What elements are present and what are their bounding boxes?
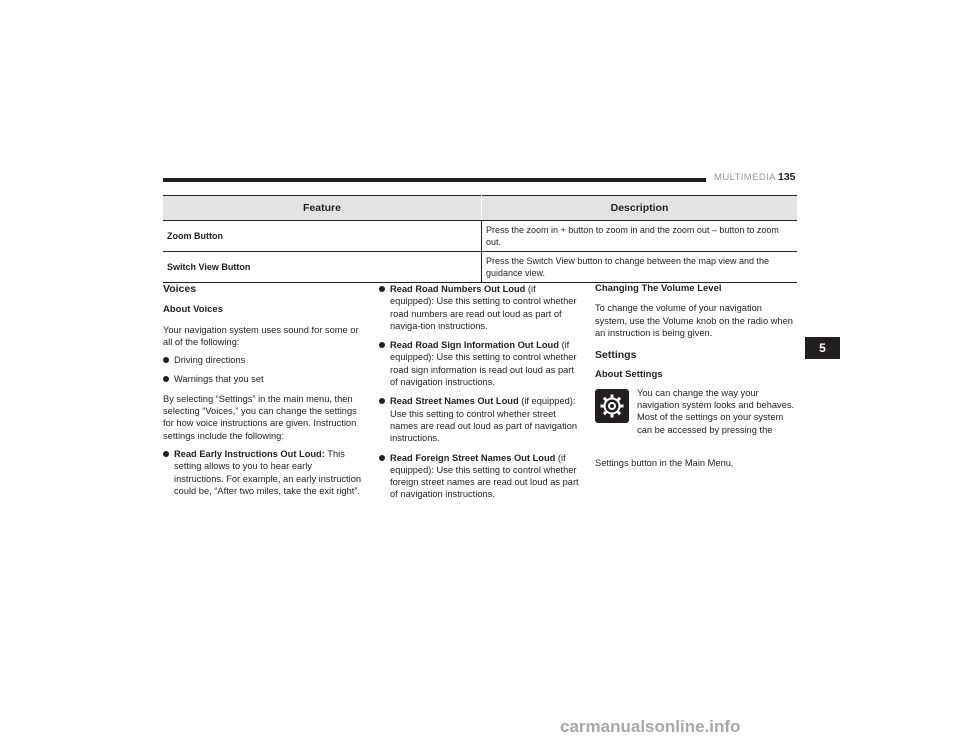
voices-bullet-list bbox=[163, 354, 363, 386]
column-left bbox=[163, 283, 363, 504]
gear-icon bbox=[599, 393, 625, 419]
table-cell-description: Press the Switch View button to change between the map view and the guidance view. bbox=[482, 252, 798, 283]
bullet-icon bbox=[163, 357, 169, 363]
about-voices-subheading: About Voices bbox=[163, 304, 223, 316]
setting-description: This setting allows to you to hear early instructions. For example, an early instruction could be, “After two miles, take the exit right”. bbox=[174, 448, 362, 496]
bullet-icon bbox=[163, 376, 169, 382]
volume-heading: Changing The Volume Level bbox=[595, 283, 722, 294]
feature-table bbox=[163, 195, 797, 283]
running-head: MULTIMEDIA bbox=[714, 172, 776, 183]
list-item bbox=[379, 339, 579, 388]
instruction-settings-list-continued bbox=[379, 283, 579, 501]
setting-description: (if equipped): Use this setting to control whether road sign information is read out loud as part of navigation instructions. bbox=[390, 340, 577, 388]
bullet-icon bbox=[379, 342, 385, 348]
settings-gear-icon bbox=[595, 389, 629, 423]
settings-text-bottom: Settings button in the Main Menu. bbox=[595, 457, 734, 468]
settings-text-top: You can change the way your navigation system looks and behaves. Most of the settings on your system can be accessed by pressing the bbox=[637, 387, 795, 435]
header-rule bbox=[163, 178, 706, 182]
list-item bbox=[379, 395, 579, 444]
column-right bbox=[595, 283, 795, 469]
table-header-feature: Feature bbox=[163, 196, 482, 221]
list-item bbox=[379, 283, 579, 332]
setting-term: Read Road Numbers Out Loud bbox=[390, 284, 526, 294]
table-row bbox=[163, 252, 797, 283]
table-header-description: Description bbox=[482, 196, 798, 221]
table-cell-description: Press the zoom in + button to zoom in and the zoom out – button to zoom out. bbox=[482, 221, 798, 252]
list-item: Driving directions bbox=[163, 354, 363, 366]
settings-block bbox=[595, 387, 795, 457]
table-row bbox=[163, 221, 797, 252]
setting-term: Read Foreign Street Names Out Loud bbox=[390, 452, 556, 463]
setting-description: (if equipped): Use this setting to control whether foreign street names are read out loud as part of navigation instructions. bbox=[390, 452, 579, 500]
bullet-icon bbox=[379, 398, 385, 404]
list-item bbox=[163, 448, 363, 497]
voices-heading: Voices bbox=[163, 283, 197, 295]
volume-text: To change the volume of your navigation system, use the Volume knob on the radio when an instruction is being given. bbox=[595, 303, 793, 338]
about-settings-subheading: About Settings bbox=[595, 369, 663, 381]
bullet-icon bbox=[379, 455, 385, 461]
bullet-icon bbox=[379, 286, 385, 292]
watermark: carmanualsonline.info bbox=[560, 717, 741, 736]
voices-intro: Your navigation system uses sound for some or all of the following: bbox=[163, 324, 359, 347]
list-item: Warnings that you set bbox=[163, 373, 363, 385]
page-number: 135 bbox=[778, 171, 796, 183]
chapter-tab: 5 bbox=[805, 337, 840, 359]
table-header-row bbox=[163, 196, 797, 221]
setting-term: Read Street Names Out Loud bbox=[390, 396, 519, 407]
list-item bbox=[379, 452, 579, 501]
setting-term: Read Road Sign Information Out Loud bbox=[390, 340, 559, 351]
setting-description: (if equipped): Use this setting to control whether street names are read out loud as part of navigation instructions. bbox=[390, 396, 578, 444]
instruction-settings-list bbox=[163, 448, 363, 497]
setting-term: Read Early Instructions Out Loud: bbox=[174, 448, 325, 459]
column-middle bbox=[379, 283, 579, 508]
setting-description: (if equipped): Use this setting to control whether road numbers are read out loud as part of naviga-tion instructions. bbox=[390, 284, 577, 331]
table-cell-feature: Zoom Button bbox=[163, 221, 482, 252]
settings-heading: Settings bbox=[595, 349, 637, 362]
voices-settings-paragraph: By selecting “Settings” in the main menu, then selecting “Voices,” you can change the settings for how voice instructions are given. Instruction settings include the following: bbox=[163, 393, 357, 441]
bullet-icon bbox=[163, 451, 169, 457]
table-cell-feature: Switch View Button bbox=[163, 252, 482, 283]
